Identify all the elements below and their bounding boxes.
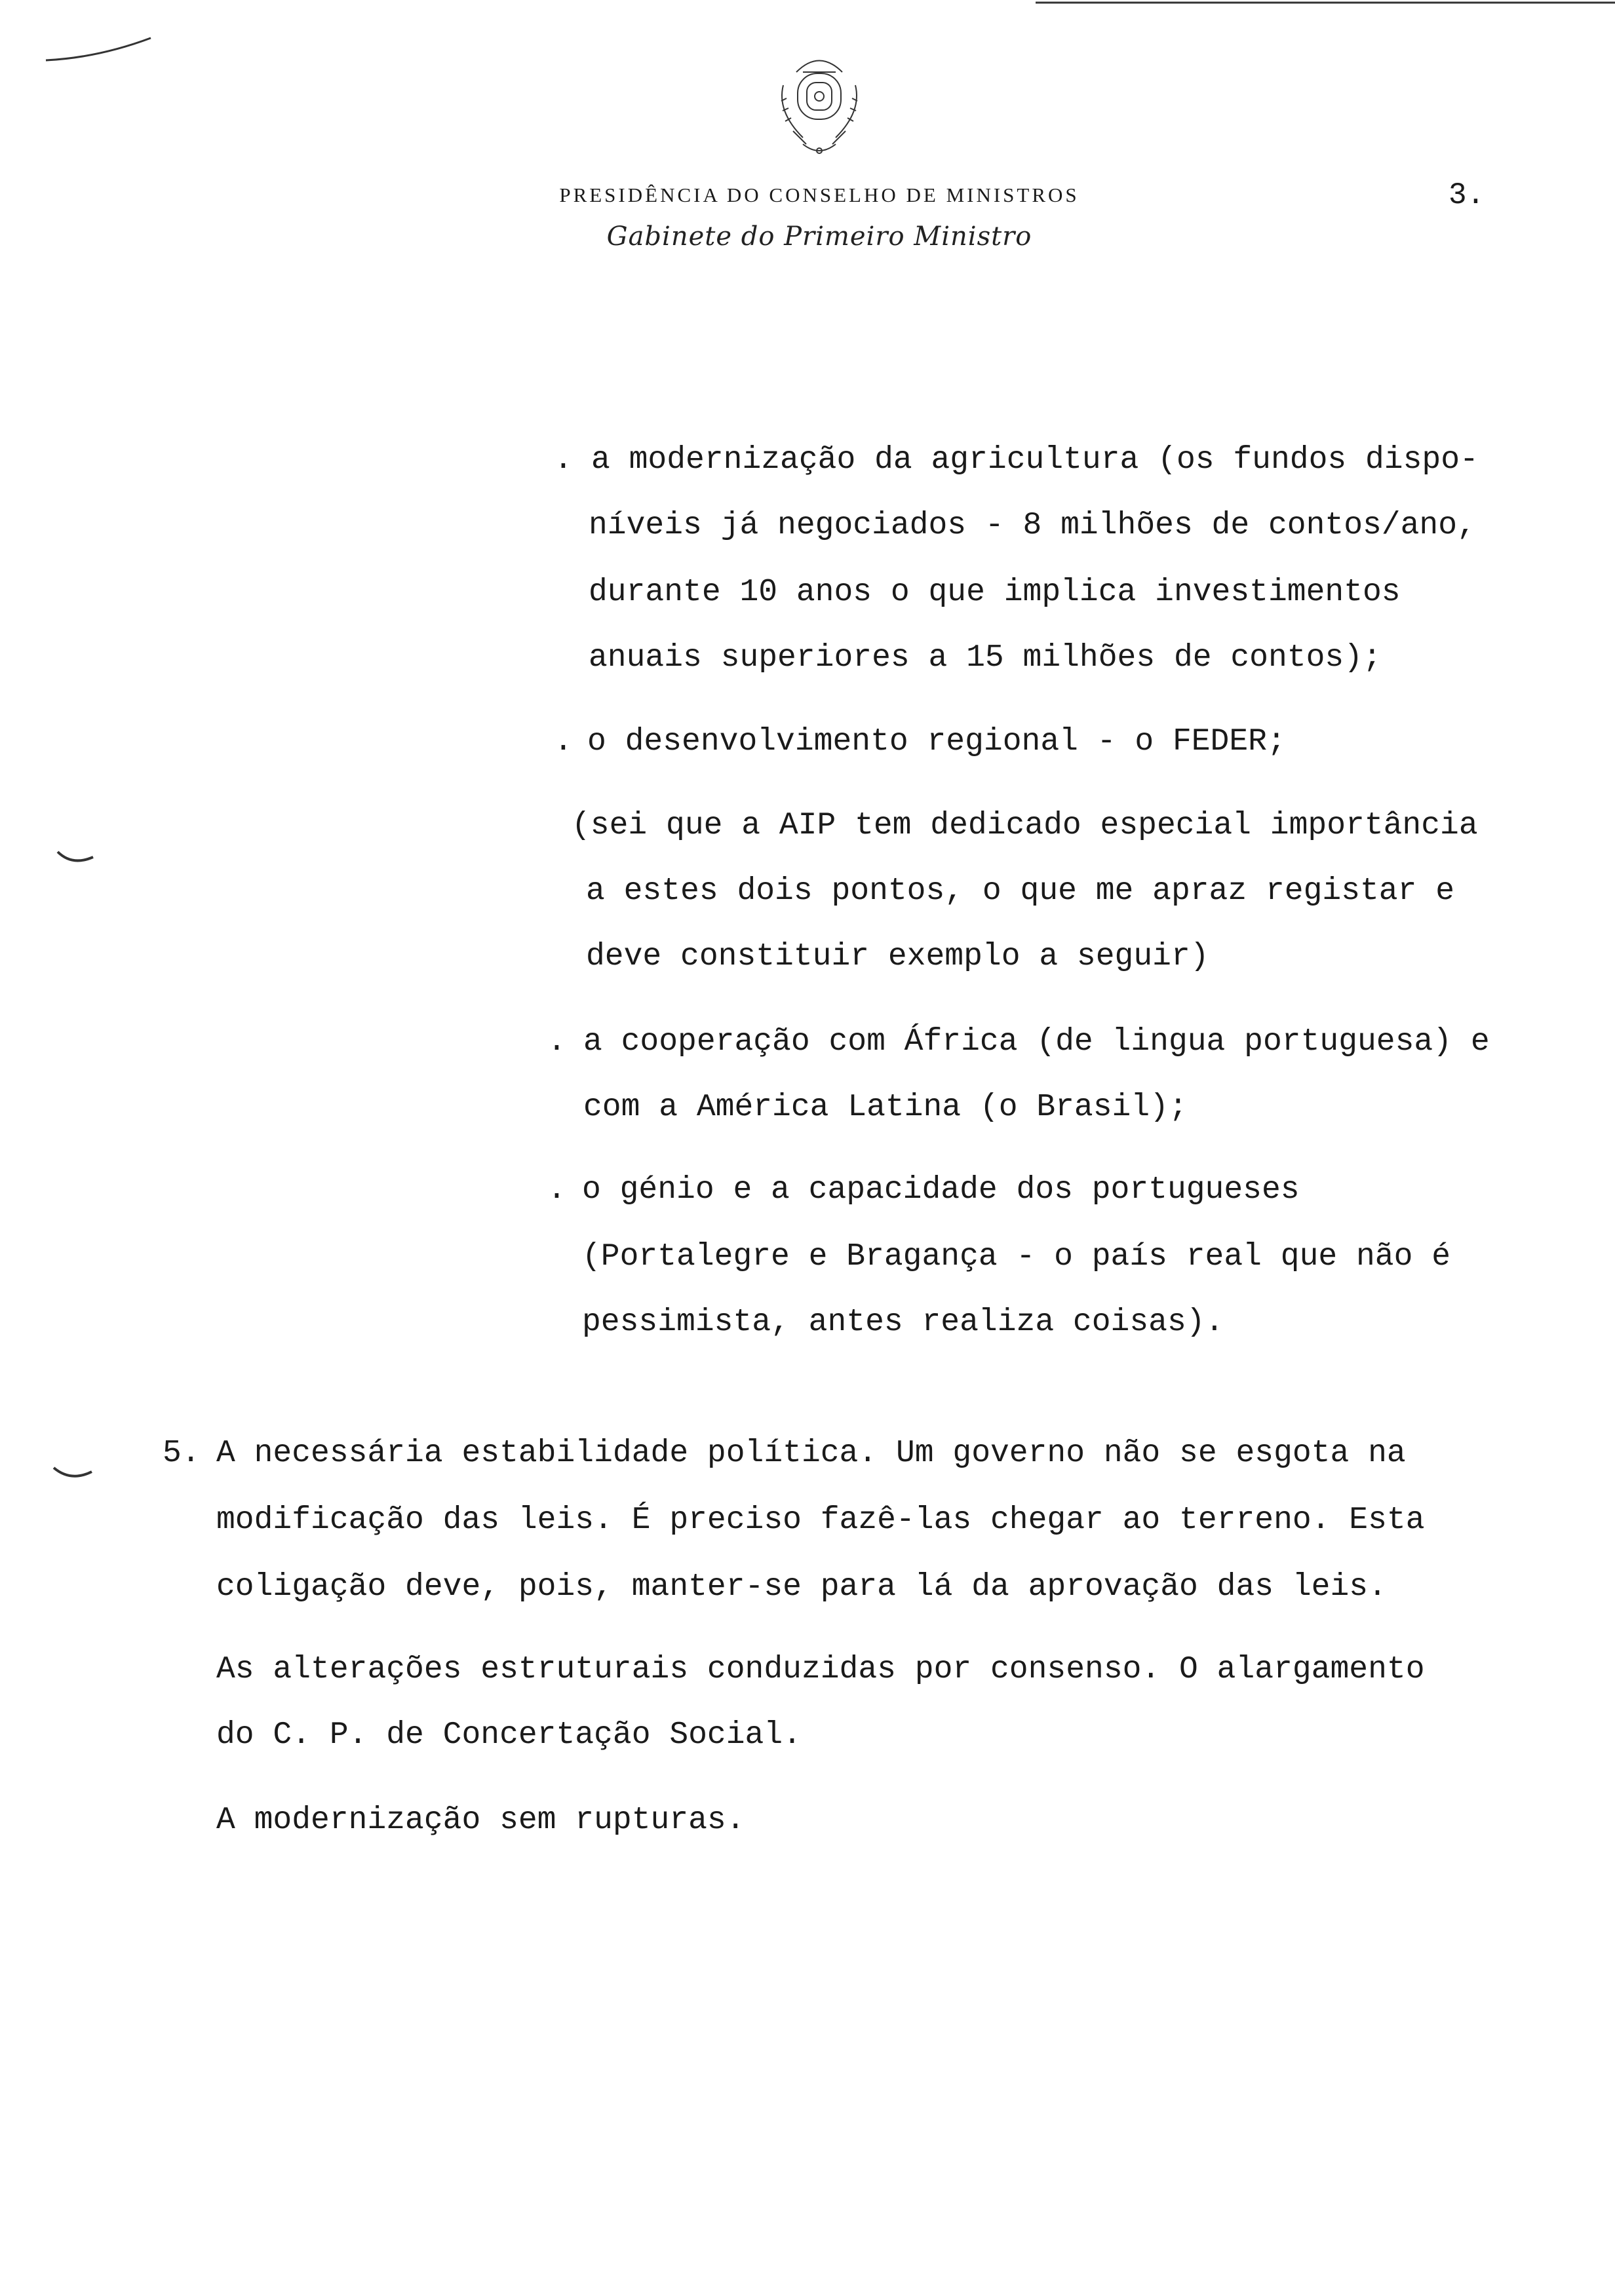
bullet-marker: . bbox=[554, 442, 573, 478]
section-number: 5. bbox=[163, 1436, 201, 1471]
margin-tick-2 bbox=[54, 1468, 92, 1476]
bullet-line: com a América Latina (o Brasil); bbox=[583, 1090, 1188, 1125]
bullet-line: a modernização da agricultura (os fundos dispo- bbox=[591, 442, 1479, 478]
margin-tick-1 bbox=[58, 852, 93, 860]
bullet-marker: . bbox=[554, 724, 573, 759]
section-line: As alterações estruturais conduzidas por consenso. O alargamento bbox=[216, 1652, 1425, 1687]
organization-title: PRESIDÊNCIA DO CONSELHO DE MINISTROS bbox=[559, 183, 1080, 206]
bullet-line: durante 10 anos o que implica investimentos bbox=[589, 575, 1401, 610]
cabinet-subtitle: Gabinete do Primeiro Ministro bbox=[606, 221, 1032, 252]
parenthetical-line: deve constituir exemplo a seguir) bbox=[586, 939, 1209, 974]
section-line: A necessária estabilidade política. Um governo não se esgota na bbox=[216, 1436, 1406, 1471]
bullet-marker: . bbox=[547, 1024, 566, 1060]
corner-pen-mark bbox=[46, 38, 151, 60]
parenthetical-line: a estes dois pontos, o que me apraz registar e bbox=[586, 873, 1455, 909]
bullet-marker: . bbox=[547, 1172, 566, 1208]
coat-of-arms-seal bbox=[757, 46, 882, 164]
bullet-line: (Portalegre e Bragança - o país real que não é bbox=[582, 1239, 1451, 1274]
bullet-line: anuais superiores a 15 milhões de contos); bbox=[589, 640, 1382, 676]
page-number: 3. bbox=[1449, 178, 1485, 212]
section-line: modificação das leis. É preciso fazê-las chegar ao terreno. Esta bbox=[216, 1502, 1425, 1538]
parenthetical-line: (sei que a AIP tem dedicado especial importância bbox=[572, 808, 1478, 843]
section-line: do C. P. de Concertação Social. bbox=[216, 1717, 802, 1753]
bullet-line: níveis já negociados - 8 milhões de contos/ano, bbox=[589, 508, 1476, 543]
bullet-line: pessimista, antes realiza coisas). bbox=[582, 1305, 1224, 1340]
section-line: A modernização sem rupturas. bbox=[216, 1803, 745, 1838]
bullet-line: o desenvolvimento regional - o FEDER; bbox=[587, 724, 1286, 759]
bullet-line: o génio e a capacidade dos portugueses bbox=[582, 1172, 1300, 1208]
section-line: coligação deve, pois, manter-se para lá da aprovação das leis. bbox=[216, 1569, 1387, 1605]
bullet-line: a cooperação com África (de lingua portuguesa) e bbox=[583, 1024, 1490, 1060]
